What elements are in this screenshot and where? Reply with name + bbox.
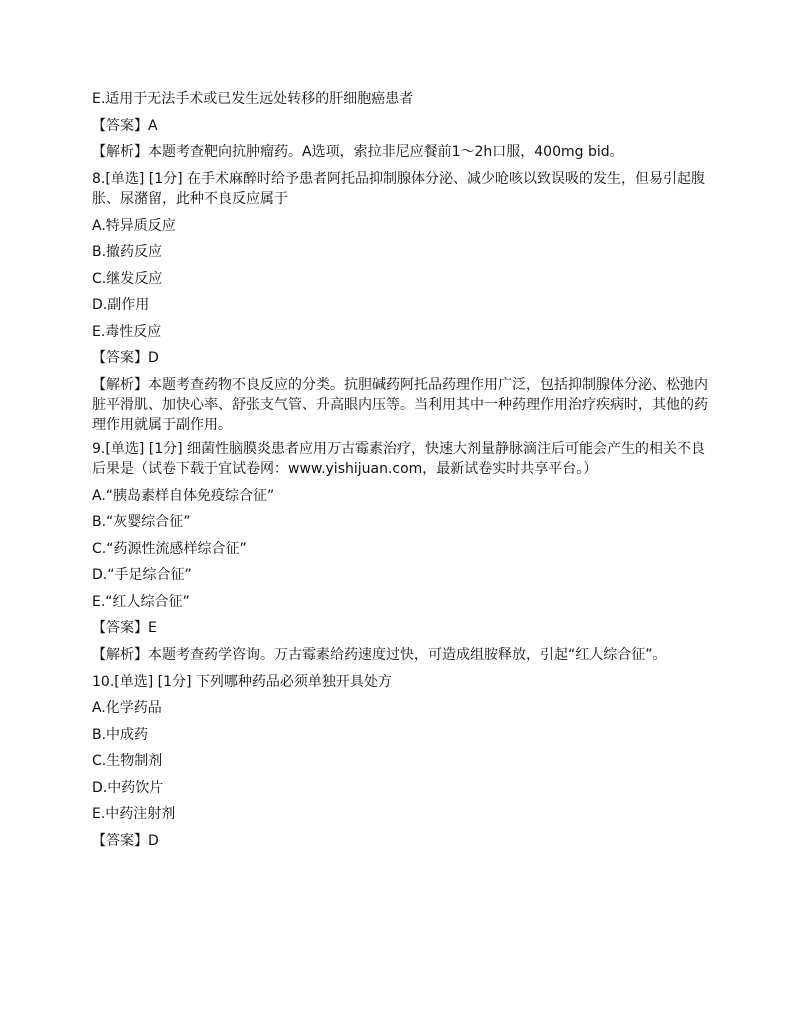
option-c-q8: C.继发反应 bbox=[92, 270, 163, 287]
option-d-q10: D.中药饮片 bbox=[92, 779, 164, 796]
question-9: 9.[单选] [1分] 细菌性脑膜炎患者应用万古霉素治疗，快速大剂量静脉滴注后可能会产生的相关不良后果是（试卷下载于宜试卷网：www.yishijuan.com，最新试卷实时共享平台。） bbox=[92, 440, 706, 477]
analysis-q9: 【解析】本题考查药学咨询。万古霉素给药速度过快，可造成组胺释放，引起“红人综合征”。 bbox=[92, 646, 667, 663]
option-e-q9: E.“红人综合征” bbox=[92, 593, 190, 610]
option-a-q8: A.特异质反应 bbox=[92, 217, 176, 234]
analysis-q8: 【解析】本题考查药物不良反应的分类。抗胆碱药阿托品药理作用广泛，包括抑制腺体分泌、松弛内脏平滑肌、加快心率、舒张支气管、升高眼内压等。当利用其中一种药理作用治疗疾病时，其他的药理作用就属于副作用。 bbox=[92, 376, 708, 433]
analysis-q7: 【解析】本题考查靶向抗肿瘤药。A选项，索拉非尼应餐前1～2h口服，400mg bid。 bbox=[92, 144, 624, 160]
option-b-q8: B.撤药反应 bbox=[92, 244, 163, 260]
option-d-q8: D.副作用 bbox=[92, 297, 150, 313]
option-e-q10: E.中药注射剂 bbox=[92, 806, 176, 822]
question-8: 8.[单选] [1分] 在手术麻醉时给予患者阿托品抑制腺体分泌、减少呛咳以致误吸的发生，但易引起腹胀、尿潴留，此种不良反应属于 bbox=[92, 170, 706, 207]
answer-q7: 【答案】A bbox=[92, 117, 158, 134]
answer-q9: 【答案】E bbox=[92, 620, 157, 636]
option-b-q10: B.中成药 bbox=[92, 726, 149, 743]
option-a-q9: A.“胰岛素样自体免疫综合征” bbox=[92, 487, 275, 504]
document-page bbox=[92, 86, 712, 854]
option-b-q9: B.“灰婴综合征” bbox=[92, 514, 191, 530]
option-e-q8: E.毒性反应 bbox=[92, 323, 162, 340]
answer-q10: 【答案】D bbox=[92, 832, 159, 849]
option-c-q9: C.“药源性流感样综合征” bbox=[92, 540, 247, 557]
option-e-q7: E.适用于无法手术或已发生远处转移的肝细胞癌患者 bbox=[92, 91, 414, 107]
option-d-q9: D.“手足综合征” bbox=[92, 567, 192, 583]
option-a-q10: A.化学药品 bbox=[92, 700, 162, 716]
option-c-q10: C.生物制剂 bbox=[92, 753, 163, 769]
answer-q8: 【答案】D bbox=[92, 350, 159, 366]
question-10: 10.[单选] [1分] 下列哪种药品必须单独开具处方 bbox=[92, 673, 392, 690]
